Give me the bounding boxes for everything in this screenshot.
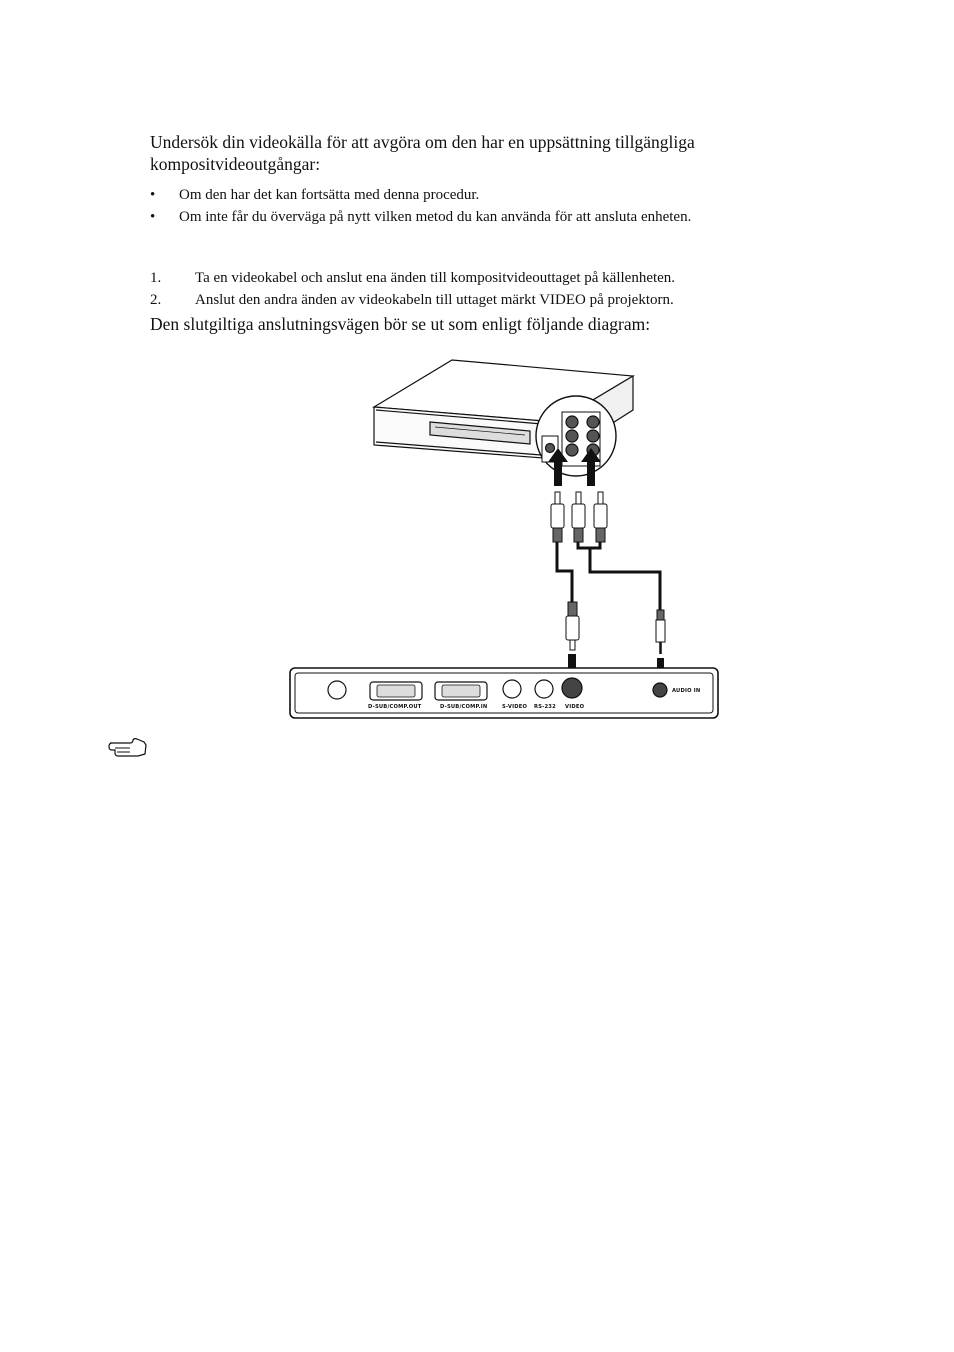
step-list [150,267,850,311]
port-label-rs232: RS-232 [534,704,556,710]
final-paragraph: Den slutgiltiga anslutningsvägen bör se ut som enligt följande diagram: [150,314,651,334]
bullet-marker: • [150,209,156,225]
port-label-audio-in: AUDIO IN [672,688,701,694]
projector-panel [290,668,718,718]
rca-plug-icon [551,492,564,542]
list-item [150,184,850,206]
bullet-text: Om den har det kan fortsätta med denna procedur. [179,187,480,203]
list-item [150,267,850,289]
rca-plug-icon [566,602,579,650]
port-label-video: VIDEO [565,704,585,710]
rca-plug-icon [572,492,585,542]
bullet-text: Om inte får du överväga på nytt vilken metod du kan använda för att ansluta enheten. [179,209,692,225]
bullet-marker: • [150,187,156,203]
video-cable [557,542,572,602]
list-item [150,206,850,228]
port-label-dsub-in: D-SUB/COMP.IN [440,704,488,710]
bullet-list [150,184,850,228]
mini-jack-plug-icon [656,610,665,654]
audio-cable [578,542,660,610]
pointing-hand-icon [108,736,148,758]
port-label-dsub-out: D-SUB/COMP.OUT [368,704,422,710]
connection-diagram [280,352,730,724]
step-number: 2. [150,292,162,308]
step-number: 1. [150,270,162,286]
intro-paragraph: Undersök din videokälla för att avgöra om den har en uppsättning tillgängliga kompositvideoutgångar: [150,132,695,174]
step-text: Ta en videokabel och anslut ena änden till kompositvideouttaget på källenheten. [195,270,676,286]
step-text: Anslut den andra änden av videokabeln till uttaget märkt VIDEO på projektorn. [195,292,674,308]
rca-plug-icon [594,492,607,542]
port-label-svideo: S-VIDEO [502,704,528,710]
list-item [150,289,850,311]
